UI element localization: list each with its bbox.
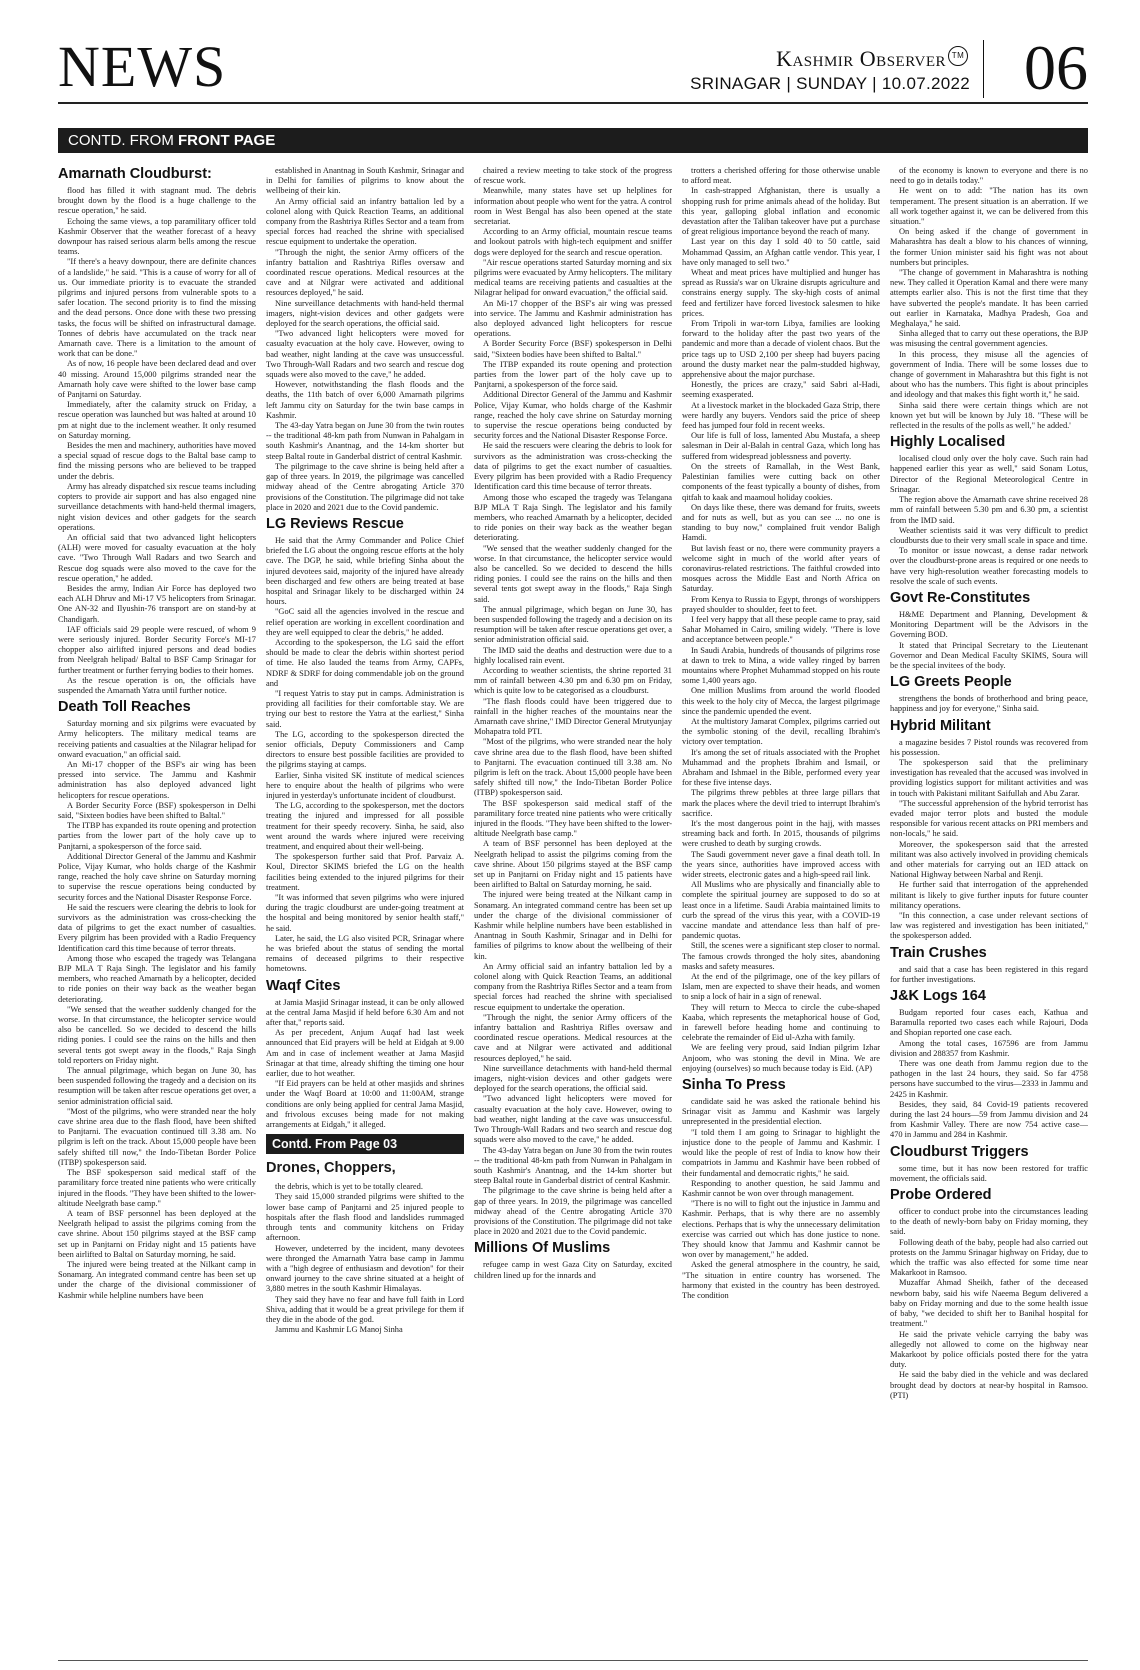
body-paragraph: candidate said he was asked the rationale behind his Srinagar visit as Jammu and Kashmir was largely unrepresented in the presidential election. (682, 1097, 880, 1127)
body-paragraph: The pilgrims threw pebbles at three large pillars that mark the places where the devil tried to interrupt Ibrahim's sacrifice. (682, 788, 880, 818)
section-title: NEWS (58, 34, 227, 99)
column-4 (682, 166, 880, 1656)
contd-prefix: CONTD. FROM (68, 132, 174, 149)
body-paragraph: some time, but it has now been restored for traffic movement, the officials said. (890, 1163, 1088, 1183)
body-paragraph: The region above the Amarnath cave shrine received 28 mm of rainfall between 5.30 pm and 6.30 pm, a scientist from the IMD said. (890, 495, 1088, 525)
body-paragraph: "There is no will to fight out the injustice in Jammu and Kashmir. Perhaps, that is why there are no assembly elections. Perhaps that is why the unnecessary delimitation exercise was carried out which has done justice to none. They should know that Jammu and Kashmir cannot be won over by management," he added. (682, 1199, 880, 1260)
body-paragraph: A team of BSF personnel has been deployed at the Neelgrath helipad to assist the pilgrims coming from the cave shrine. About 150 pilgrims stayed at the BSF camp set up in Panjtarni on Friday night and 15 patients have been airlifted to Baltal on Saturday morning, he said. (58, 1208, 256, 1259)
body-paragraph: As the rescue operation is on, the officials have suspended the Amarnath Yatra until further notice. (58, 675, 256, 695)
body-paragraph: The BSF spokesperson said medical staff of the paramilitary force treated nine patients who were critically injured in the floods. "They have been shifted to the lower-altitude Neelgrath base camp." (474, 798, 672, 839)
body-paragraph: "Through the night, the senior Army officers of the infantry battalion and Rashtriya Rifles oversaw and coordinated rescue operations. Medical resources at the cave and at Nilgrar were activated and additional resources deployed," he said. (266, 247, 464, 298)
body-paragraph: A team of BSF personnel has been deployed at the Neelgrath helipad to assist the pilgrims coming from the cave shrine. About 150 pilgrims stayed at the BSF camp set up in Panjtarni on Friday night and 15 patients have been airlifted to Baltal on Saturday morning, he said. (474, 839, 672, 890)
masthead-divider (983, 40, 984, 98)
body-paragraph: "I request Yatris to stay put in camps. Administration is providing all facilities for their comfortable stay. We are trying our best to restore the Yatra at the earliest," Sinha said. (266, 688, 464, 729)
body-paragraph: An Mi-17 chopper of the BSF's air wing was pressed into service. The Jammu and Kashmir administration has also deployed advanced light helicopters for rescue operations. (474, 298, 672, 339)
body-paragraph: It stated that Principal Secretary to the Lieutenant Governor and Dean Medical Faculty SKIMS, Soura will be the special invitees of the body. (890, 640, 1088, 670)
body-paragraph: Budgam reported four cases each, Kathua and Baramulla reported two cases each while Rajouri, Doda and Shopian reported one case each. (890, 1008, 1088, 1038)
body-paragraph: trotters a cherished offering for those otherwise unable to afford meat. (682, 166, 880, 186)
body-paragraph: The LG, according to the spokesperson directed the senior officials, Deputy Commissioners and Camp directors to ensure best possible facilities are provided to the pilgrims staying at camps. (266, 729, 464, 770)
body-paragraph: a magazine besides 7 Pistol rounds was recovered from his possession. (890, 737, 1088, 757)
dateline: SRINAGAR | SUNDAY | 10.07.2022 (690, 74, 970, 93)
body-paragraph: Among those who escaped the tragedy was Telangana BJP MLA T Raja Singh. The legislator and his family members, who reached Amarnath by a helicopter, decided to ride ponies on their way back as the weather began deteriorating. (58, 953, 256, 1004)
body-paragraph: "Two advanced light helicopters were moved for casualty evacuation at the holy cave. However, owing to bad weather, night landing at the cave was unsuccessful. Two Through-Wall Radars and two search and rescue dog squads were also moved to the cave," he added. (474, 1094, 672, 1145)
body-paragraph: Additional Director General of the Jammu and Kashmir Police, Vijay Kumar, who holds charge of the Kashmir range, reached the holy cave shrine on Saturday morning to supervise the rescue operations being conducted by security forces and the National Disaster Response Force. (474, 390, 672, 441)
body-paragraph: The pilgrimage to the cave shrine is being held after a gap of three years. In 2019, the pilgrimage was cancelled midway ahead of the Centre abrogating Article 370 provisions of the Constitution. The pilgrimage did not take place in 2020 and 2021 due to the Covid pandemic. (474, 1186, 672, 1237)
body-paragraph: At the end of the pilgrimage, one of the key pillars of Islam, men are expected to shave their heads, and women to snip a lock of hair in a sign of renewal. (682, 972, 880, 1002)
body-paragraph: The IMD said the deaths and destruction were due to a highly localised rain event. (474, 645, 672, 665)
body-paragraph: "Through the night, the senior Army officers of the infantry battalion and Rashtriya Rifles oversaw and coordinated rescue operations. Medical resources at the cave and at Nilgrar were activated and additional resources deployed," he said. (474, 1012, 672, 1063)
body-paragraph: flood has filled it with stagnant mud. The debris brought down by the flood is a huge challenge to the rescue operation," he said. (58, 186, 256, 216)
body-paragraph: "The change of government in Maharashtra is nothing new. They called it Operation Kamal and there were many attempts earlier also. This is not the first time that they have subverted the people's mandate. It has been carried out earlier in Karnataka, Madhya Pradesh, Goa and Meghalaya," he said. (890, 268, 1088, 329)
body-paragraph: Nine surveillance detachments with hand-held thermal imagers, night-vision devices and other gadgets were deployed for the search operations, the official said. (474, 1063, 672, 1094)
body-paragraph: However, undeterred by the incident, many devotees were thronged the Amarnath Yatra base camp in Jammu with a "high degree of enthusiasm and devotion" for their onward journey to the cave shrine situated at a height of 3,880 metres in the south Kashmir Himalayas. (266, 1243, 464, 1294)
body-paragraph: The spokesperson said that the preliminary investigation has revealed that the accused was involved in providing logistics support for militant activities and was in touch with Pakistani militant Saifullah and Abu Zarar. (890, 757, 1088, 798)
body-paragraph: At the multistory Jamarat Complex, pilgrims carried out the symbolic stoning of the devil, recalling Ibrahim's victory over temptation. (682, 716, 880, 747)
body-paragraph: They said they have no fear and have full faith in Lord Shiva, adding that it would be a great privilege for them if they die in the abode of the god. (266, 1294, 464, 1324)
body-paragraph: As per precedent, Anjum Auqaf had last week announced that Eid prayers will be held at Eidgah at 9.00 Am and in case of inclement weather at Jama Masjid Srinagar at that time, already shifting the timing one hour earlier, due to hot weather. (266, 1028, 464, 1079)
story-headline: Probe Ordered (890, 1187, 992, 1204)
body-paragraph: It's the most dangerous point in the hajj, with masses streaming back and forth. In 2015, thousands of pilgrims were crushed to death by surging crowds. (682, 819, 880, 849)
story-headline: Highly Localised (890, 434, 1006, 451)
body-paragraph: Among the total cases, 167596 are from Jammu division and 288357 from Kashmir. (890, 1038, 1088, 1058)
body-paragraph: Our life is full of loss, lamented Abu Mustafa, a sheep salesman in Deir al-Balah in central Gaza, which long has suffered from widespread joblessness and poverty. (682, 431, 880, 461)
body-paragraph: They will return to Mecca to circle the cube-shaped Kaaba, which represents the metaphorical house of God, in farewell before heading home and continuing to celebrate the remainder of Eid ul-Azha with family. (682, 1002, 880, 1043)
body-paragraph: According to weather scientists, the shrine reported 31 mm of rainfall between 4.30 pm and 6.30 pm on Friday, which is quite low to be categorised as a cloudburst. (474, 665, 672, 696)
body-paragraph: He said the baby died in the vehicle and was declared brought dead by doctors at near-by hospital in Ramsoo. (PTI) (890, 1370, 1088, 1400)
body-paragraph: The 43-day Yatra began on June 30 from the twin routes -- the traditional 48-km path from Nunwan in Pahalgam in south Kashmir's Anantnag, and the 14-km shorter but steep Baltal route in Ganderbal district of central Kashmir. (474, 1145, 672, 1186)
body-paragraph: In cash-strapped Afghanistan, there is usually a shopping rush for prime animals ahead of the holiday. But this year, galloping global inflation and economic devastation after the Taliban takeover have put a purchase of great religious importance beyond the reach of many. (682, 186, 880, 237)
body-paragraph: I feel very happy that all these people came to pray, said Sahar Mohamed in Cairo, smiling widely. "There is love and acceptance between people." (682, 614, 880, 645)
body-paragraph: "It was informed that seven pilgrims who were injured during the tragic cloudburst are under-going treatment at the hospital and being monitored by senior health staff," he said. (266, 893, 464, 933)
body-paragraph: Muzaffar Ahmad Sheikh, father of the deceased newborn baby, said his wife Naeema Begum delivered a baby on Friday morning and due to the some health issue of baby, "we decided to shift her to Banihal hospital for treatment." (890, 1278, 1088, 1329)
body-paragraph: Responding to another question, he said Jammu and Kashmir cannot be won over through management. (682, 1178, 880, 1198)
body-paragraph: officer to conduct probe into the circumstances leading to the death of newly-born baby on Friday morning, they said. (890, 1207, 1088, 1237)
body-paragraph: Jammu and Kashmir LG Manoj Sinha (275, 1325, 403, 1335)
body-paragraph: The ITBP expanded its route opening and protection parties from the lower part of the holy cave up to Panjtarni, a spokesperson of the force said. (474, 359, 672, 390)
body-paragraph: Moreover, the spokesperson said that the arrested militant was also actively involved in providing chemicals and other materials for carrying out an IED attack on National Highway between Narbal and Renji. (890, 839, 1088, 880)
body-paragraph: However, notwithstanding the flash floods and the deaths, the 11th batch of over 6,000 Amarnath pilgrims left Jammu city on Saturday for the twin base camps in Kashmir. (266, 380, 464, 420)
body-paragraph: The BSF spokesperson said medical staff of the paramilitary force treated nine patients who were critically injured in the floods. "They have been shifted to the lower-altitude Neelgrath base camp." (58, 1168, 256, 1208)
story-headline: Hybrid Militant (890, 717, 991, 734)
body-paragraph: One million Muslims from around the world flooded this week to the holy city of Mecca, the largest pilgrimage since the pandemic upended the event. (682, 686, 880, 716)
body-paragraph: "Most of the pilgrims, who were stranded near the holy cave shrine area due to the flash flood, have been shifted to Panjtarni. The evacuation continued till 3.38 am. No pilgrim is left on the track. About 15,000 people have been safely shifted till now," the Indo-Tibetan Border Police (ITBP) spokesperson said. (58, 1106, 256, 1167)
body-paragraph: Weather scientists said it was very difficult to predict cloudbursts due to their very small scale in space and time. (890, 525, 1088, 545)
body-paragraph: The annual pilgrimage, which began on June 30, has been suspended following the tragedy and a decision on its resumption will be taken after rescue operations get over, a senior administration official said. (474, 604, 672, 645)
body-paragraph: "We sensed that the weather suddenly changed for the worse. In that circumstance, the helicopter service would also be cancelled. So we decided to descend the hills riding ponies. I could see the rains on the hills and then several tents got swept away in the floods," Raja Singh told reporters on Friday night. (58, 1004, 256, 1065)
body-paragraph: He said the private vehicle carrying the baby was allegedly not allowed to come on the highway near Makarkoot by police officials posted there for the yatra duty. (890, 1329, 1088, 1370)
body-paragraph: IAF officials said 29 people were rescued, of whom 9 were seriously injured. Border Security Force's MI-17 chopper also airlifted injured persons and dead bodies from Neelgrah helipad/ Baltal to BSF Camp Srinagar for further treatment or further ferrying bodies to their homes. (58, 624, 256, 675)
body-paragraph: established in Anantnag in South Kashmir, Srinagar and in Delhi for families of pilgrims to know about the wellbeing of their kin. (266, 166, 464, 196)
masthead (58, 32, 1088, 104)
body-paragraph: Following death of the baby, people had also carried out protests on the Jammu Srinagar highway on Friday, due to which the traffic was also effected for some time near Makarkoot in Ramsoo. (890, 1237, 1088, 1278)
body-paragraph: At a livestock market in the blockaded Gaza Strip, there were hardly any buyers. Vendors said the price of sheep feed has jumped four fold in recent weeks. (682, 400, 880, 431)
story-headline: Train Crushes (890, 944, 987, 961)
body-paragraph: According to the spokesperson, the LG said the effort should be made to clear the debris within shortest period of time. He also lauded the teams from Army, CAPFs, NDRF & SDRF for doing commendable job on the ground and (266, 637, 464, 688)
body-paragraph: He went on to add: "The nation has its own temperament. The present situation is an aberration. If we all work together against it, we can be delivered from this situation." (890, 186, 1088, 227)
body-paragraph: Asked the general atmosphere in the country, he said, "The situation in entire country has worsened. The harmony that existed in the country has been destroyed. The condition (682, 1260, 880, 1300)
body-paragraph: On the streets of Ramallah, in the West Bank, Palestinian families were cutting back on other components of the feast typically a bounty of dishes, from qitfah to kaak and maamoul holiday cookies. (682, 461, 880, 502)
body-paragraph: According to an Army official, mountain rescue teams and lookout patrols with high-tech equipment and sniffer dogs were deployed for the search and rescue operation. (474, 227, 672, 257)
body-paragraph: He said the rescuers were clearing the debris to look for survivors as the administration was cross-checking the data of pilgrims to get the exact number of casualties. Every pilgrim has been provided with a Radio Frequency Identification card this time because of terror threats. (474, 441, 672, 492)
body-paragraph: The injured were being treated at the Nilkant camp in Sonamarg. An integrated command centre has been set up under the charge of the divisional commissioner of Kashmir while helpline numbers have been (58, 1259, 256, 1300)
paper-name-text: Kashmir Observer (776, 46, 946, 71)
story-headline: Amarnath Cloudburst: (58, 166, 212, 182)
body-paragraph: The injured were being treated at the Nilkant camp in Sonamarg. An integrated command centre has been set up under the charge of the divisional commissioner of Kashmir while helpline numbers have been established in Anantnag in South Kashmir, Srinagar and in Delhi for families of pilgrims to know about the wellbeing of their kin. (474, 890, 672, 961)
body-paragraph: "The successful apprehension of the hybrid terrorist has evaded major terror plots and busted the module responsible for various recent attacks on PRI members and non-locals," he said. (890, 798, 1088, 839)
body-paragraph: The 43-day Yatra began on June 30 from the twin routes -- the traditional 48-km path from Nunwan in Pahalgam in south Kashmir's Anantnag, and the 14-km shorter but steep Baltal route in Ganderbal district of central Kashmir. (266, 421, 464, 461)
body-paragraph: strengthens the bonds of brotherhood and bring peace, happiness and joy for everyone," Sinha said. (890, 694, 1088, 714)
body-paragraph: From Kenya to Russia to Egypt, throngs of worshippers prayed shoulder to shoulder, feet to feet. (682, 594, 880, 614)
body-paragraph: A Border Security Force (BSF) spokesperson in Delhi said, "Sixteen bodies have been shifted to Baltal." (474, 339, 672, 359)
body-paragraph: "If Eid prayers can be held at other masjids and shrines under the Waqf Board at 10:00 and 11:00AM, strange conditions are only being applied for central Jama Masjid, and frivolous excuses being made for not making arrangements at Eidgah," it alleged. (266, 1079, 464, 1130)
column-5 (890, 166, 1088, 1656)
body-paragraph: localised cloud only over the holy cave. Such rain had happened earlier this year as well," said Sonam Lotus, Director of the Regional Meteorological Centre in Srinagar. (890, 454, 1088, 494)
body-paragraph: Sinha said there were certain things which are not known yet but will be known by July 18. "These will be reflected in the results of the polls as well," he added.' (890, 400, 1088, 431)
body-paragraph: An Mi-17 chopper of the BSF's air wing has been pressed into service. The Jammu and Kashmir administration has also deployed advanced light helicopters for rescue operations. (58, 759, 256, 800)
contd-strong: FRONT PAGE (178, 132, 276, 149)
body-paragraph: He said that the Army Commander and Police Chief briefed the LG about the ongoing rescue efforts at the holy cave. The DGP, he said, while briefing Sinha about the injured devotees said, majority of the injured have already been discharged and few others are being treated at base hospital and Srinagar likely to be discharged within 24 hours. (266, 535, 464, 607)
body-paragraph: The spokesperson further said that Prof. Parvaiz A. Koul, Director SKIMS briefed the LG on the health facilities being extended to the injured pilgrims for their treatment. (266, 852, 464, 892)
body-paragraph: There was one death from Jammu region due to the pathogen in the last 24 hours, they said. So far 4758 persons have succumbed to the virus—2333 in Jammu and 2425 in Kashmir. (890, 1059, 1088, 1099)
body-paragraph: Among those who escaped the tragedy was Telangana BJP MLA T Raja Singh. The legislator and his family members, who reached Amarnath by a helicopter, decided to ride ponies on their way back as the weather began deteriorating. (474, 492, 672, 543)
story-headline: Millions Of Muslims (474, 1240, 611, 1257)
trademark-icon: TM (948, 46, 968, 66)
story-headline: Drones, Choppers, (266, 1160, 396, 1177)
story-headline: Sinha To Press (682, 1077, 786, 1094)
contd-from-front-page-bar (58, 128, 1088, 153)
body-paragraph: "I told them I am going to Srinagar to highlight the injustice done to the people of Jammu and Kashmir. I would like the people of rest of India to know how their compatriots in Jammu and Kashmir have been robbed of their fundamental and democratic rights," he said. (682, 1127, 880, 1178)
story-headline: Waqf Cites (266, 977, 341, 994)
column-1 (58, 166, 256, 1656)
body-paragraph: Echoing the same views, a top paramilitary officer told Kashmir Observer that the weather forecast of a heavy downpour has raised serious alarm bells among the rescue teams. (58, 216, 256, 257)
body-paragraph: "The flash floods could have been triggered due to rainfall in the higher reaches of the mountains near the Amarnath cave shrine," IMD Director General Mrutyunjay Mohapatra told PTI. (474, 696, 672, 737)
body-paragraph: It's among the set of rituals associated with the Prophet Muhammad and the prophets Ibrahim and Ismail, or Abraham and Ishmael in the Bible, performed every year for these five intense days. (682, 747, 880, 788)
body-paragraph: From Tripoli in war-torn Libya, families are looking forward to the holiday after the past two years of the pandemic and more than a decade of violent chaos. But the price tags up to USD 2,100 per sheep had buyers pacing around the dusty market near the palm-studded highway, apprehensive about the major purchase. (682, 319, 880, 380)
body-paragraph: Besides the army, Indian Air Force has deployed two each ALH Dhruv and Mi-17 V5 helicopters from Srinagar. One AN-32 and Ilyushin-76 transport are on stand-by at Chandigarh. (58, 583, 256, 624)
body-paragraph: An Army official said an infantry battalion led by a colonel along with Quick Reaction Teams, an additional company from the Rashtriya Rifles Sector and a team from special forces had reached the shrine with specialised rescue equipment to undertake the operation. (474, 961, 672, 1012)
body-paragraph: In Saudi Arabia, hundreds of thousands of pilgrims rose at dawn to trek to Mina, a wide valley ringed by barren mountains where Prophet Muhammad stopped on his route some 1,400 years ago. (682, 645, 880, 686)
page-number: 06 (1024, 32, 1088, 103)
paper-name (776, 46, 968, 72)
body-paragraph: He further said that interrogation of the apprehended militant is likely to give further inputs for future counter militancy operations. (890, 880, 1088, 910)
body-paragraph: The annual pilgrimage, which began on June 30, has been suspended following the tragedy and a decision on its resumption will be taken after rescue operations get over, a senior administration official said. (58, 1066, 256, 1106)
body-paragraph: All Muslims who are physically and financially able to complete the spiritual journey are supposed to do so at least once in a lifetime. Saudi Arabia maintained limits to curb the spread of the virus this year, with a COVID-19 vaccine mandate and attendance less than half of pre-pandemic quotas. (682, 880, 880, 941)
column-3 (474, 166, 672, 1656)
body-paragraph: Sinha alleged that to carry out these operations, the BJP was misusing the central government agencies. (890, 329, 1088, 349)
story-headline: Cloudburst Triggers (890, 1143, 1029, 1160)
body-paragraph: Still, the scenes were a significant step closer to normal. The famous crowds thronged the holy sites, abandoning masks and safety measures. (682, 941, 880, 971)
body-paragraph: Later, he said, the LG also visited PCR, Srinagar where he was briefed about the status of sending the mortal remains of deceased pilgrims to their respective hometowns. (266, 933, 464, 974)
story-headline: LG Greets People (890, 674, 1012, 691)
body-paragraph: The ITBP has expanded its route opening and protection parties from the lower part of the holy cave up to Panjtarni, a spokesperson of the force said. (58, 821, 256, 851)
body-paragraph: "If there's a heavy downpour, there are definite chances of a landslide," he said. "This is a cause of worry for all of us. Our immediate priority is to evacuate the stranded pilgrims and injured persons from vulnerable spots to a safer location. The second priority is to find the missing and the dead persons. Once done with these two pressing tasks, the focus will be shifted on infrastructural damage. Tonnes of debris have accumulated on the track near Amarnath cave. There is a limitation to the amount of work that can be done." (58, 257, 256, 359)
body-paragraph: As of now, 16 people have been declared dead and over 40 missing. Around 15,000 pilgrims stranded near the Amarnath holy cave were shifted to the lower base camp of Panjtarni on Saturday. (58, 359, 256, 400)
body-paragraph: To monitor or issue nowcast, a dense radar network over the cloudburst-prone areas is required or one needs to have very high-resolution weather forecasting models to resolve the scale of such events. (890, 546, 1088, 586)
body-paragraph: He said the rescuers were clearing the debris to look for survivors as the administration was cross-checking the data of pilgrims to get the exact number of casualties. Every pilgrim has been provided with a Radio Frequency Identification card this time because of terror threats. (58, 902, 256, 953)
body-paragraph: On days like these, there was demand for fruits, sweets and for nuts as well, but as you can see ... no one is standing to buy now," complained fruit vendor Baligh Hamdi. (682, 502, 880, 543)
body-paragraph: "Most of the pilgrims, who were stranded near the holy cave shrine area due to the flash flood, have been shifted to Panjtarni. The evacuation continued till 3.38 am. No pilgrim is left on the track. About 15,000 people have been safely shifted till now," the Indo-Tibetan Border Police (ITBP) spokesperson said. (474, 737, 672, 798)
body-paragraph: An official said that two advanced light helicopters (ALH) were moved for casualty evacuation at the holy cave. "Two Through Wall Radars and two Search and Rescue dog squads were also moved to the cave for the rescue operation," he added. (58, 532, 256, 583)
body-paragraph: We are feeling very proud, said Indian pilgrim Izhar Anjoom, who was stoning the devil in Mina. We are enjoying (ourselves) so much because today is Eid. (AP) (682, 1043, 880, 1073)
body-paragraph: of the economy is known to everyone and there is no need to go in details today." (890, 166, 1088, 186)
body-paragraph: "Air rescue operations started Saturday morning and six pilgrims were evacuated by Army helicopters. The military medical teams are receiving patients and casualties at the Nilagrar helipad for onward evacuation," the official said. (474, 257, 672, 298)
body-paragraph: Saturday morning and six pilgrims were evacuated by Army helicopters. The military medical teams are receiving patients and casualties at the Nilagrar helipad for onward evacuation," an official said. (58, 719, 256, 759)
body-paragraph: "We sensed that the weather suddenly changed for the worse. In that circumstance, the helicopter service would also be cancelled. So we decided to descend the hills riding ponies. I could see the rains on the hills and then several tents got swept away in the floods," Raja Singh said. (474, 543, 672, 604)
body-paragraph: They said 15,000 stranded pilgrims were shifted to the lower base camp of Panjtarni and 25 injured people to hospitals after the flash flood and landslides rummaged through tents and community kitchens on Friday afternoon. (266, 1192, 464, 1243)
body-paragraph: But lavish feast or no, there were community prayers a welcome sight in much of the world after years of coronavirus-related restrictions. The faithful crowded into mosques across the Middle East and North Africa on Saturday. (682, 543, 880, 594)
body-paragraph: The pilgrimage to the cave shrine is being held after a gap of three years. In 2019, the pilgrimage was cancelled midway ahead of the Centre abrogating Article 370 provisions of the Constitution. The pilgrimage did not take place in 2020 and 2021 due to the Covid pandemic. (266, 461, 464, 512)
body-paragraph: "In this connection, a case under relevant sections of law was registered and investigation has been initiated," the spokesperson added. (890, 911, 1088, 941)
story-headline: J&K Logs 164 (890, 988, 986, 1005)
body-paragraph: H&ME Department and Planning, Development & Monitoring Department will be the Advisors in the Governing BOD. (890, 609, 1088, 640)
body-paragraph: Army has already dispatched six rescue teams including copters to provide air support and has also engaged nine surveillance detachments with hand-held thermal imagers, night vision devices and other gadgets for the search operations. (58, 481, 256, 532)
story-headline: LG Reviews Rescue (266, 515, 404, 532)
body-paragraph: refugee camp in west Gaza City on Saturday, excited children lined up for the innards and (474, 1260, 672, 1280)
bottom-rule (58, 1660, 1088, 1661)
body-paragraph: "GoC said all the agencies involved in the rescue and relief operation are working in excellent coordination and they are well equipped to clear the debris," he added. (266, 607, 464, 637)
body-paragraph: The LG, according to the spokesperson, met the doctors treating the injured and impressed for all possible treatment for their speedy recovery. Sinha, he said, also went around the wards where injured were receiving treatment, and enquired about their well-being. (266, 801, 464, 851)
body-paragraph: the debris, which is yet to be totally cleared. (275, 1182, 423, 1192)
body-paragraph: Earlier, Sinha visited SK institute of medical sciences here to enquire about the health of pilgrims who were injured in yesterday's unfortunate incident of cloudburst. (266, 770, 464, 800)
column-2 (266, 166, 464, 1656)
body-paragraph: Nine surveillance detachments with hand-held thermal imagers, night-vision devices and other gadgets were deployed for the search operations, the official said. (266, 298, 464, 329)
body-paragraph: Last year on this day I sold 40 to 50 cattle, said Mohammad Qassim, an Afghan cattle vendor. This year, I have only managed to sell two." (682, 237, 880, 267)
story-headline: Govt Re-Constitutes (890, 589, 1031, 606)
body-paragraph: An Army official said an infantry battalion led by a colonel along with Quick Reaction Teams, an additional company from the Rashtriya Rifles Sector and a team from special forces had reached the shrine with specialised rescue equipment to undertake the operation. (266, 196, 464, 247)
body-paragraph: Additional Director General of the Jammu and Kashmir Police, Vijay Kumar, who holds charge of the Kashmir range, reached the holy cave shrine on Saturday morning to supervise the rescue operations being conducted by security forces and the National Disaster Response Force. (58, 851, 256, 902)
body-paragraph: Besides the men and machinery, authorities have moved a special squad of rescue dogs to the Baltal base camp to find the missing persons who are believed to be trapped under the debris. (58, 441, 256, 481)
body-paragraph: On being asked if the change of government in Maharashtra has dealt a blow to his chances of winning, the former Union minister said his fight was not about numbers but principles. (890, 227, 1088, 267)
body-paragraph: and said that a case has been registered in this regard for further investigations. (890, 964, 1088, 984)
body-paragraph: at Jamia Masjid Srinagar instead, it can be only allowed at the central Jama Masjid if held before 6.30 Am and not after that," reports said. (266, 997, 464, 1028)
contd-from-page-banner: Contd. From Page 03 (266, 1134, 464, 1154)
body-paragraph: Honestly, the prices are crazy," said Sabri al-Hadi, seeming exasperated. (682, 380, 880, 400)
body-paragraph: Meanwhile, many states have set up helplines for information about people who went for the yatra. A control room in West Bengal has also been opened at the state secretariat. (474, 186, 672, 227)
story-headline: Death Toll Reaches (58, 699, 191, 716)
body-paragraph: Besides, they said, 84 Covid-19 patients recovered during the last 24 hours—59 from Jammu division and 24 from Kashmir Valley. There are now 754 active case— 470 in Jammu and 284 in Kashmir. (890, 1099, 1088, 1140)
body-paragraph: In this process, they misuse all the agencies of government of India. There will be some losses due to change of government in Maharashtra but this fight is not about who has the numbers. This fight is about principles and ideology and that makes this fight worth it," he said. (890, 349, 1088, 400)
body-paragraph: The Saudi government never gave a final death toll. In the years since, authorities have improved access with wider streets, electronic gates and a high-speed rail link. (682, 849, 880, 880)
body-paragraph: A Border Security Force (BSF) spokesperson in Delhi said, "Sixteen bodies have been shifted to Baltal." (58, 800, 256, 820)
body-paragraph: Immediately, after the calamity struck on Friday, a rescue operation was launched but was halted at around 10 pm at night due to the inclement weather. It only resumed on Saturday morning. (58, 400, 256, 440)
article-columns (58, 166, 1088, 1656)
body-paragraph: Wheat and meat prices have multiplied and hunger has spread as Russia's war on Ukraine disrupts agriculture and constrains energy supply. The sky-high costs of animal feed and fertilizer have forced livestock salesmen to hike prices. (682, 268, 880, 318)
body-paragraph: chaired a review meeting to take stock of the progress of rescue work. (474, 166, 672, 186)
body-paragraph: "Two advanced light helicopters were moved for casualty evacuation at the holy cave. However, owing to bad weather, night landing at the cave was unsuccessful. Two Through-Wall Radars and two search and rescue dog squads were also moved to the cave," he added. (266, 329, 464, 380)
